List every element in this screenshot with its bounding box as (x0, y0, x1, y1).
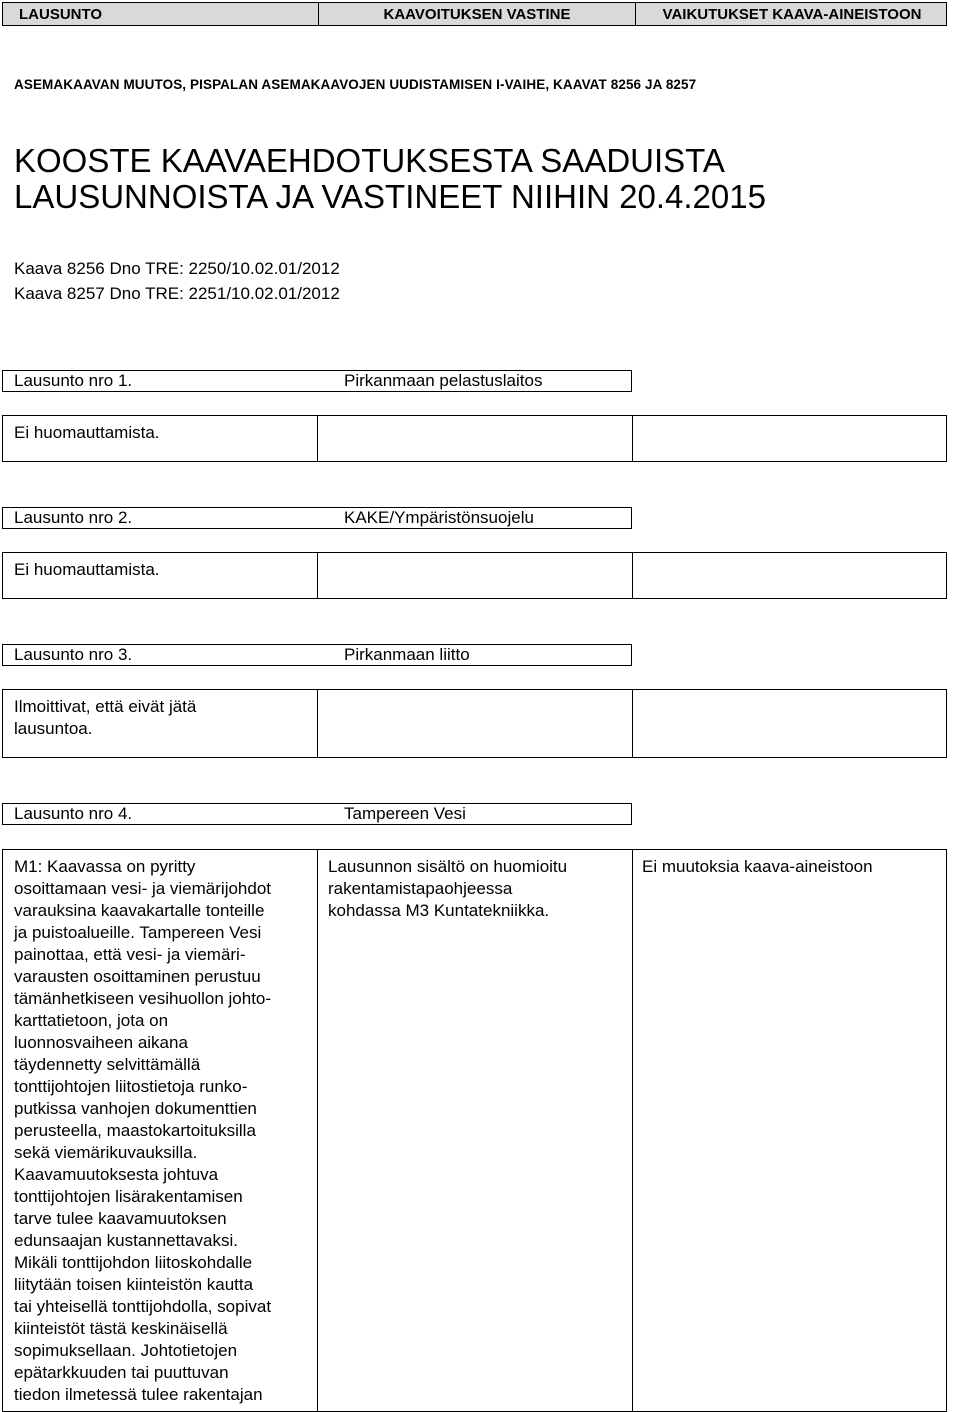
statement-4-label: Lausunto nro 4. (14, 804, 133, 823)
column-header-statement: LAUSUNTO (3, 3, 319, 25)
column-header-response: KAAVOITUKSEN VASTINE (319, 3, 636, 25)
statement-2-label-box (2, 507, 632, 529)
statement-1-response (317, 416, 633, 461)
document-subtitle: ASEMAKAAVAN MUUTOS, PISPALAN ASEMAKAAVOJEN UUDISTAMISEN I-VAIHE, KAAVAT 8256 JA 8257 (14, 77, 697, 92)
statement-3-organization: Pirkanmaan liitto (344, 645, 470, 664)
statement-2-impact (633, 553, 946, 598)
statement-3-response (317, 690, 633, 757)
statement-2-text: Ei huomauttamista. (14, 560, 160, 579)
statement-1-row (2, 415, 947, 462)
statement-2-label: Lausunto nro 2. (14, 508, 133, 527)
statement-1-label: Lausunto nro 1. (14, 371, 133, 390)
statement-3-row (2, 689, 947, 758)
reference-number-2: Kaava 8257 Dno TRE: 2251/10.02.01/2012 (14, 284, 340, 303)
column-header-impact: VAIKUTUKSET KAAVA-AINEISTOON (662, 5, 922, 23)
statement-4-text: M1: Kaavassa on pyritty osoittamaan vesi- ja viemärijohdot varauksina kaavakartalle tonteille ja puistoalueille. Tampereen Vesi painottaa, että vesi- ja viemäri- varausten osoittaminen perustuu tämänhetkiseen vesihuollon johto- karttatietoon, jota on luonnosvaiheen aikana täydennetty selvittämällä tonttijohtojen liitostietoja runko- putkissa vanhojen dokumenttien perusteella, maastokartoituksilla sekä viemärikuvauksilla. Kaavamuutoksesta johtuva tonttijohtojen lisärakentamisen tarve tulee kaavamuutoksen edunsaajan kustannettavaksi. Mikäli tonttijohdon liitoskohdalle liitytään toisen kiinteistön kautta tai yhteisellä tonttijohdolla, sopivat kiinteistöt tästä keskinäisellä sopimuksellaan. Johtotietojen epätarkkuuden tai puuttuvan tiedon ilmetessä tulee rakentajan (14, 857, 272, 1404)
statement-1-text: Ei huomauttamista. (14, 423, 160, 442)
statement-3-label: Lausunto nro 3. (14, 645, 133, 664)
statement-1-organization: Pirkanmaan pelastuslaitos (344, 371, 543, 390)
statement-2-response (317, 553, 633, 598)
statement-4-row (2, 849, 947, 1412)
statement-4-organization: Tampereen Vesi (344, 804, 466, 823)
document-title (14, 143, 914, 215)
statement-4-response: Lausunnon sisältö on huomioitu rakentamistapaohjeessa kohdassa M3 Kuntatekniikka. (317, 850, 633, 1411)
statement-3-impact (633, 690, 946, 757)
column-header-table (2, 2, 947, 26)
statement-3-text: Ilmoittivat, että eivät jätä lausuntoa. (14, 697, 197, 738)
statement-3-label-box (2, 644, 632, 666)
reference-number-1: Kaava 8256 Dno TRE: 2250/10.02.01/2012 (14, 259, 340, 278)
document-title-line-1: KOOSTE KAAVAEHDOTUKSESTA SAADUISTA (14, 142, 725, 179)
statement-2-row (2, 552, 947, 599)
statement-4-label-box (2, 803, 632, 825)
document-title-line-2: LAUSUNNOISTA JA VASTINEET NIIHIN 20.4.2015 (14, 178, 766, 215)
statement-1-label-box (2, 370, 632, 392)
statement-4-impact: Ei muutoksia kaava-aineistoon (642, 857, 873, 876)
statement-1-impact (633, 416, 946, 461)
statement-2-organization: KAKE/Ympäristönsuojelu (344, 508, 534, 527)
